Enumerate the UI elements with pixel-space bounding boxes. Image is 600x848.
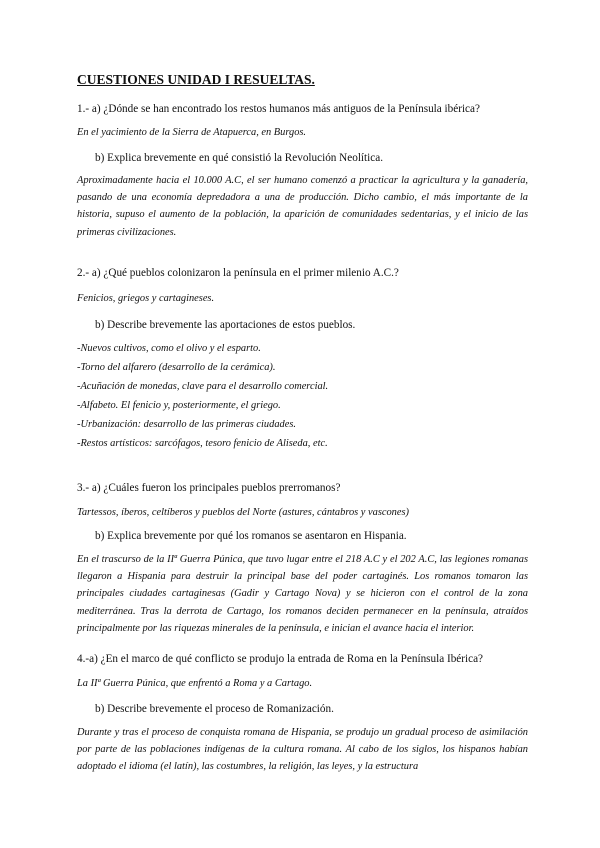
q3-a-answer: Tartessos, íberos, celtíberos y pueblos del Norte (astures, cántabros y vascones): [77, 507, 409, 518]
q4-b-question: b) Describe brevemente el proceso de Romanización.: [95, 703, 334, 715]
q2-b-question: b) Describe brevemente las aportaciones de estos pueblos.: [95, 319, 356, 331]
q2-a-question: 2.- a) ¿Qué pueblos colonizaron la península en el primer milenio A.C.?: [77, 267, 399, 279]
q4-a-answer: La IIª Guerra Púnica, que enfrentó a Roma y a Cartago.: [77, 678, 313, 689]
q2-b-item: -Acuñación de monedas, clave para el desarrollo comercial.: [77, 381, 329, 392]
q2-b-item: -Nuevos cultivos, como el olivo y el esparto.: [77, 343, 261, 354]
q4-b-answer: Durante y tras el proceso de conquista romana de Hispania, se produjo un gradual proceso de asimilación por parte de las poblaciones indígenas de la cultura romana. Al cabo de los siglos, los hispanos habían adoptado el idioma (el latín), las costumbres, la religión, las leyes, y la estructura: [77, 727, 528, 773]
q2-b-item: -Restos artísticos: sarcófagos, tesoro fenicio de Aliseda, etc.: [77, 438, 328, 449]
q1-b-answer: Aproximadamente hacia el 10.000 A.C, el ser humano comenzó a practicar la agricultura y la ganadería, pasando de una economía depredadora a una de producción. Dicho cambio, el más importante de la historia, supuso el aumento de la población, la aparición de comunidades sedentarias, y el inicio de las primeras civilizaciones.: [77, 175, 528, 238]
q3-b-answer: En el trascurso de la IIª Guerra Púnica, que tuvo lugar entre el 218 A.C y el 202 A.C, las legiones romanas llegaron a Hispania para destruir la principal base del poder cartaginés. Los romanos tomaron las principales ciudades cartaginesas (Gadir y Cartago Nova) y se hicieron con el control de la zona mediterránea. Tras la derrota de Cartago, los romanos deciden permanecer en la península, atraídos principalmente por las riquezas minerales de la península, e inician el avance hacia el interior.: [77, 554, 528, 634]
q4-a-question: 4.-a) ¿En el marco de qué conflicto se produjo la entrada de Roma en la Península Ibérica?: [77, 653, 484, 665]
q2-b-item: -Urbanización: desarrollo de las primeras ciudades.: [77, 419, 296, 430]
q2-a-answer: Fenicios, griegos y cartagineses.: [77, 293, 215, 304]
q1-b-question: b) Explica brevemente en qué consistió la Revolución Neolítica.: [95, 152, 383, 164]
q2-b-item: -Alfabeto. El fenicio y, posteriormente, el griego.: [77, 400, 281, 411]
q3-a-question: 3.- a) ¿Cuáles fueron los principales pueblos prerromanos?: [77, 482, 341, 494]
q1-a-question: 1.- a) ¿Dónde se han encontrado los restos humanos más antiguos de la Península ibérica?: [77, 103, 480, 115]
q3-b-question: b) Explica brevemente por qué los romanos se asentaron en Hispania.: [95, 530, 407, 542]
document-title: CUESTIONES UNIDAD I RESUELTAS.: [77, 72, 315, 87]
q2-b-item: -Torno del alfarero (desarrollo de la cerámica).: [77, 362, 276, 373]
q1-a-answer: En el yacimiento de la Sierra de Atapuerca, en Burgos.: [77, 127, 307, 138]
